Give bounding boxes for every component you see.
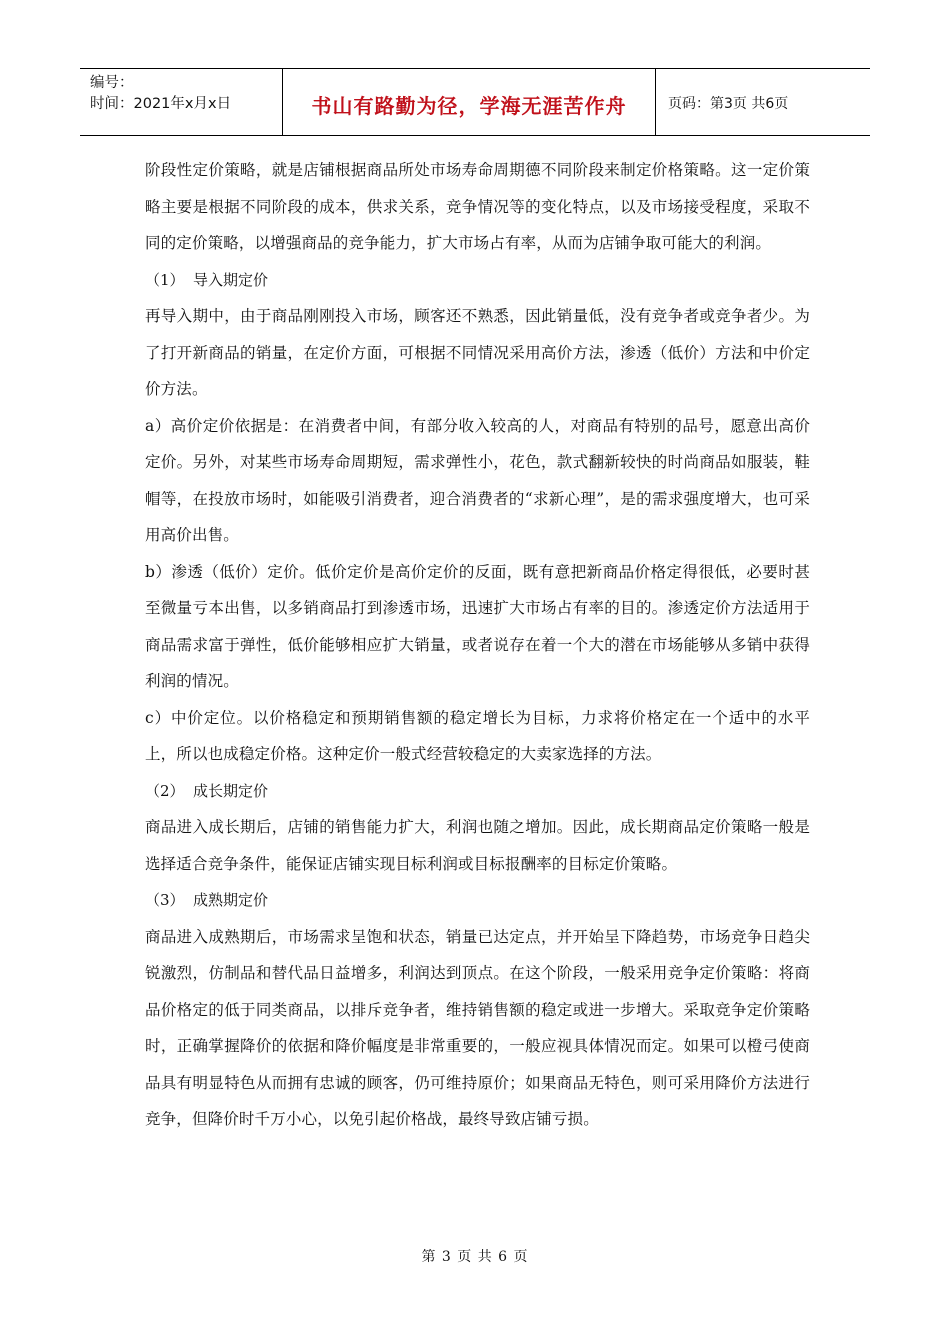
document-time-label: 时间：2021年x月x日 — [90, 96, 232, 112]
page-footer — [0, 1246, 950, 1266]
paragraph-maturity-period: 商品进入成熟期后，市场需求呈饱和状态，销量已达定点，并开始呈下降趋势，市场竞争日趋尖锐激烈，仿制品和替代品日益增多，利润达到顶点。在这个阶段，一般采用竞争定价策略：将商品价格定的低于同类商品，以排斥竞争者，维持销售额的稳定或进一步增大。采取竞争定价策略时，正确掌握降价的依据和降价幅度是非常重要的，一般应视具体情况而定。如果可以橙弓使商品具有明显特色从而拥有忠诚的顾客，仍可维持原价；如果商品无特色，则可采用降价方法进行竞争，但降价时千万小心，以免引起价格战，最终导致店铺亏损。 — [145, 927, 810, 1128]
paragraph-mid-price: c）中价定位。以价格稳定和预期销售额的稳定增长为目标，力求将价格定在一个适中的水平上，所以也成稳定价格。这种定价一般式经营较稳定的大卖家选择的方法。 — [145, 708, 810, 763]
header-meta — [80, 69, 283, 135]
section-heading-growth — [145, 773, 810, 810]
section-number: （3） — [145, 891, 185, 909]
page-header — [80, 68, 870, 136]
section-heading-maturity — [145, 882, 810, 919]
paragraph-intro: 阶段性定价策略，就是店铺根据商品所处市场寿命周期德不同阶段来制定价格策略。这一定价策略主要是根据不同阶段的成本，供求关系，竞争情况等的变化特点，以及市场接受程度，采取不同的定价策略，以增强商品的竞争能力，扩大市场占有率，从而为店铺争取可能大的利润。 — [145, 161, 810, 252]
document-number-label: 编号： — [90, 75, 134, 91]
header-motto: 书山有路勤为径，学海无涯苦作舟 — [283, 69, 656, 135]
paragraph-growth-period: 商品进入成长期后，店铺的销售能力扩大，利润也随之增加。因此，成长期商品定价策略一般是选择适合竞争条件，能保证店铺实现目标利润或目标报酬率的目标定价策略。 — [145, 818, 810, 873]
section-number: （1） — [145, 270, 185, 289]
document-body — [145, 152, 810, 1138]
section-title: 导入期定价 — [193, 270, 269, 289]
section-title: 成熟期定价 — [193, 891, 269, 909]
paragraph-high-price: a）高价定价依据是：在消费者中间，有部分收入较高的人，对商品有特别的品号，愿意出高价定价。另外，对某些市场寿命周期短，需求弹性小，花色，款式翻新较快的时尚商品如服装，鞋帽等，在投放市场时，如能吸引消费者，迎合消费者的“求新心理”，是的需求强度增大，也可采用高价出售。 — [145, 416, 810, 544]
section-heading-introduction — [145, 262, 810, 299]
paragraph-penetration-price: b）渗透（低价）定价。低价定价是高价定价的反面，既有意把新商品价格定得很低，必要时甚至微量亏本出售，以多销商品打到渗透市场，迅速扩大市场占有率的目的。渗透定价方法适用于商品需求富于弹性，低价能够相应扩大销量，或者说存在着一个大的潜在市场能够从多销中获得利润的情况。 — [145, 562, 810, 690]
section-number: （2） — [145, 781, 185, 800]
header-page-info: 页码：第3页 共6页 — [668, 96, 789, 112]
paragraph-introduction-period: 再导入期中，由于商品刚刚投入市场，顾客还不熟悉，因此销量低，没有竞争者或竞争者少。为了打开新商品的销量，在定价方面，可根据不同情况采用高价方法，渗透（低价）方法和中价定价方法。 — [145, 307, 810, 398]
section-title: 成长期定价 — [193, 781, 269, 800]
footer-page-number: 第 3 页 共 6 页 — [421, 1249, 529, 1265]
